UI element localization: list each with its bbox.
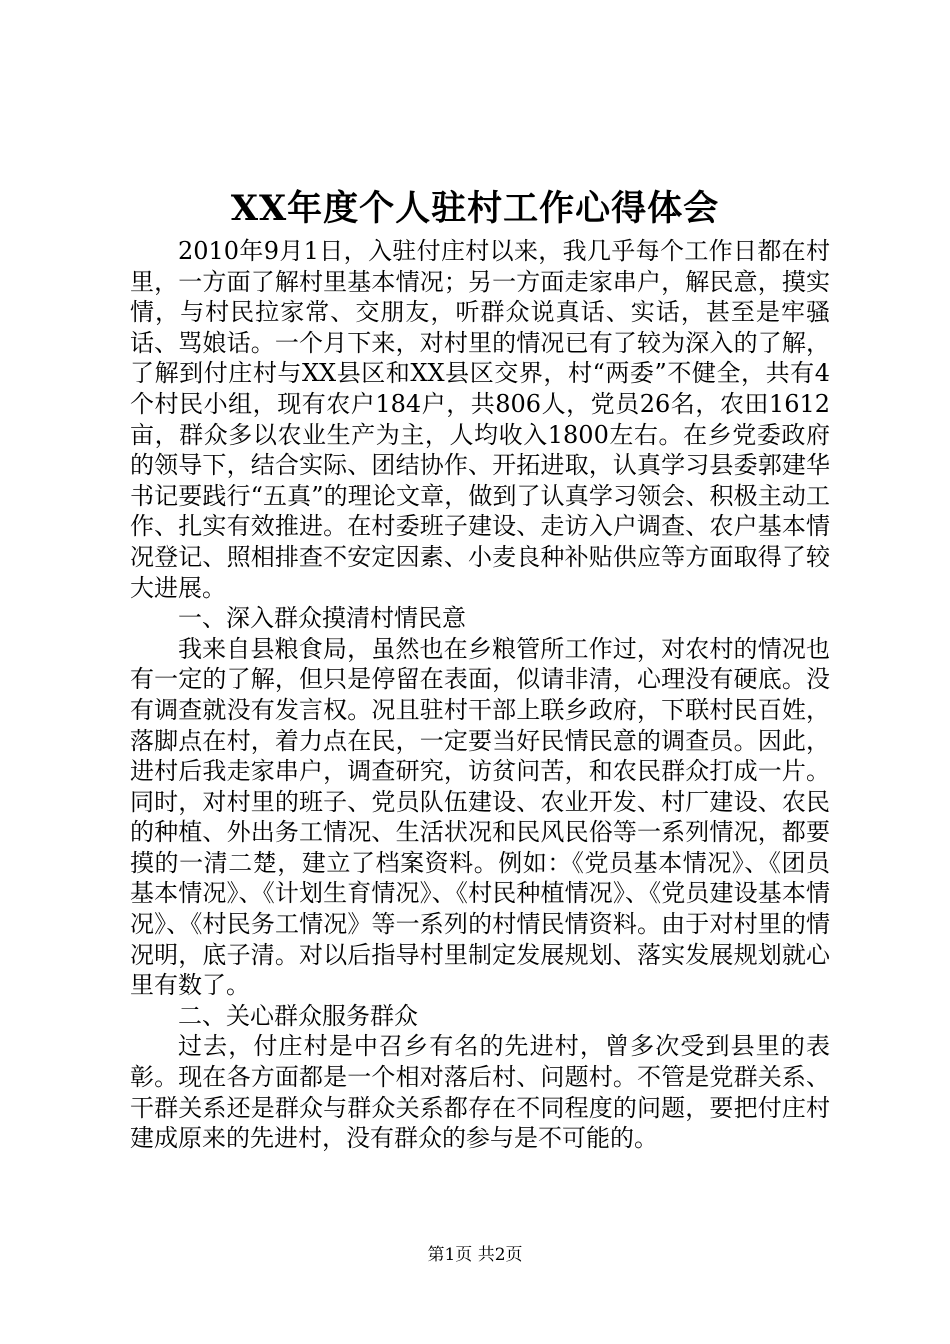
section-heading-1: 一、深入群众摸清村情民意 (178, 604, 466, 633)
paragraph-intro: 2010年9月1日，入驻付庄村以来，我几乎每个工作日都在村里，一方面了解村里基本情况；另一方面走家串户，解民意，摸实情，与村民拉家常、交朋友，听群众说真话、实话，甚至是牢骚话、骂娘话。一个月下来，对村里的情况已有了较为深入的了解，了解到付庄村与XX县区和XX县区交界，村“两委”不健全，共有4个村民小组，现有农户184户，共806人，党员26名，农田1612亩，群众多以农业生产为主，人均收入1800左右。在乡党委政府的领导下，结合实际、团结协作、开拓进取，认真学习县委郭建华书记要践行“五真”的理论文章，做到了认真学习领会、积极主动工作、扎实有效推进。在村委班子建设、走访入户调查、农户基本情况登记、照相排查不安定因素、小麦良种补贴供应等方面取得了较大进展。 (130, 237, 830, 602)
document-body (130, 236, 830, 1154)
paragraph-section-2: 过去，付庄村是中召乡有名的先进村，曾多次受到县里的表彰。现在各方面都是一个相对落后村、问题村。不管是党群关系、干群关系还是群众与群众关系都存在不同程度的问题，要把付庄村建成原来的先进村，没有群众的参与是不可能的。 (130, 1032, 830, 1153)
document-title: XX年度个人驻村工作心得体会 (230, 188, 720, 229)
section-heading-2: 二、关心群众服务群众 (178, 1001, 418, 1030)
paragraph-section-1: 我来自县粮食局，虽然也在乡粮管所工作过，对农村的情况也有一定的了解，但只是停留在表面，似请非清，心理没有硬底。没有调查就没有发言权。况且驻村干部上联乡政府，下联村民百姓，落脚点在村，着力点在民，一定要当好民情民意的调查员。因此，进村后我走家串户，调查研究，访贫问苦，和农民群众打成一片。同时，对村里的班子、党员队伍建设、农业开发、村厂建设、农民的种植、外出务工情况、生活状况和民风民俗等一系列情况，都要摸的一清二楚，建立了档案资料。例如：《党员基本情况》、《团员基本情况》、《计划生育情况》、《村民种植情况》、《党员建设基本情况》、《村民务工情况》等一系列的村情民情资料。由于对村里的情况明，底子清。对以后指导村里制定发展规划、落实发展规划就心里有数了。 (130, 634, 830, 1000)
page-number-footer: 第1页 共2页 (427, 1245, 523, 1265)
